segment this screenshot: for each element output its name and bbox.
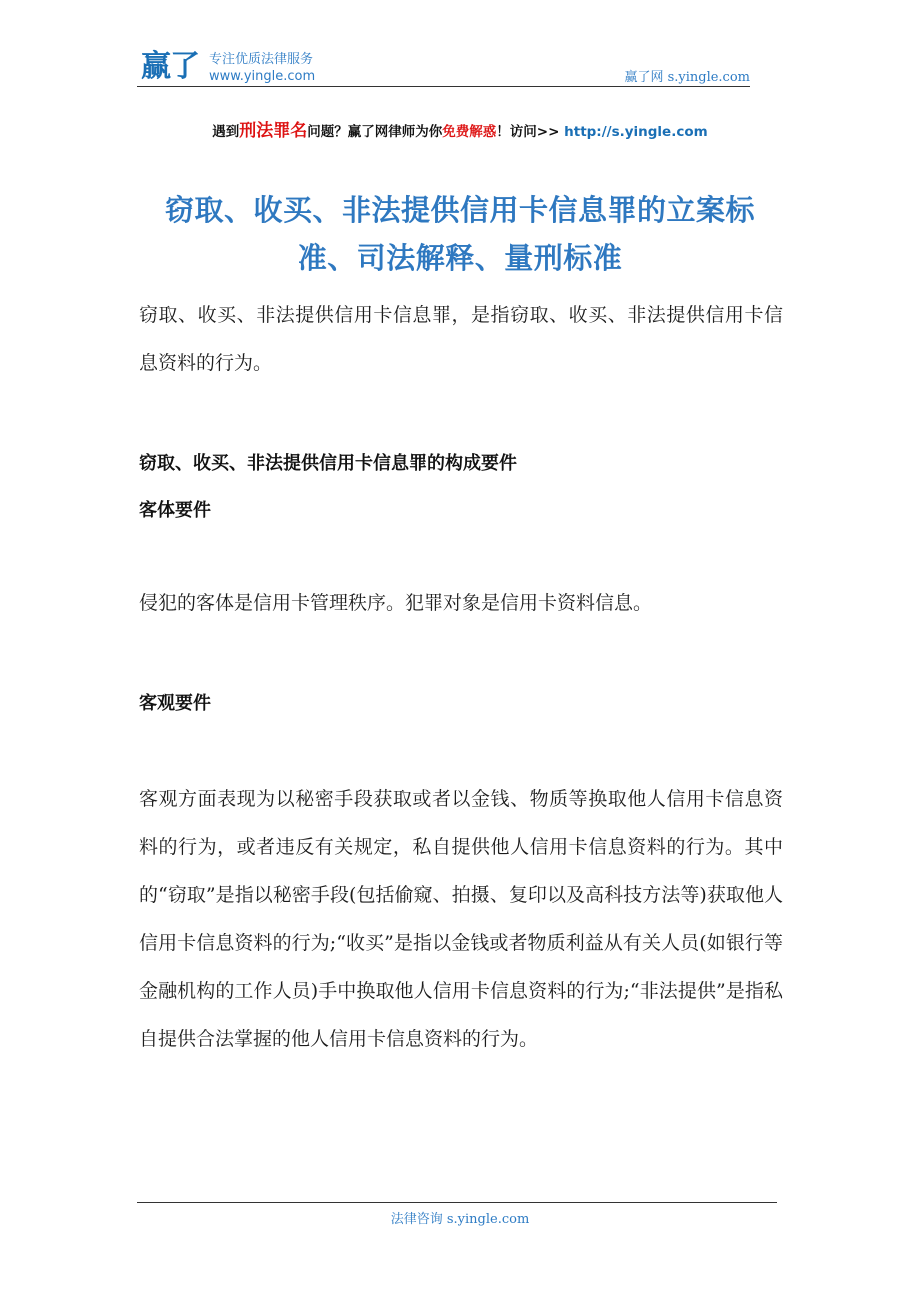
footer-divider <box>137 1202 777 1203</box>
promo-highlight: 刑法罪名 <box>239 121 308 141</box>
document-title: 窃取、收买、非法提供信用卡信息罪的立案标准、司法解释、量刑标准 <box>164 193 755 275</box>
promo-banner <box>0 116 920 141</box>
object-paragraph: 侵犯的客体是信用卡管理秩序。犯罪对象是信用卡资料信息。 <box>139 592 653 614</box>
promo-middle: 问题？赢了网律师为你 <box>307 124 443 140</box>
header-site-link[interactable]: 赢了网 s.yingle.com <box>624 70 750 85</box>
promo-link[interactable]: http://s.yingle.com <box>564 124 708 140</box>
promo-prefix: 遇到 <box>212 124 240 140</box>
brand-url[interactable]: www.yingle.com <box>209 69 316 84</box>
brand-logo[interactable]: 赢了 <box>141 49 199 84</box>
object-heading: 客体要件 <box>139 500 211 521</box>
promo-suffix: ！访问>> <box>496 124 565 140</box>
brand-slogan: 专注优质法律服务 <box>209 52 314 67</box>
footer-link[interactable]: 法律咨询 s.yingle.com <box>390 1212 530 1227</box>
objective-heading: 客观要件 <box>139 693 211 714</box>
page-header <box>137 48 750 86</box>
section-heading: 窃取、收买、非法提供信用卡信息罪的构成要件 <box>139 453 517 474</box>
header-divider <box>137 86 750 87</box>
objective-paragraph: 客观方面表现为以秘密手段获取或者以金钱、物质等换取他人信用卡信息资料的行为，或者违反有关规定，私自提供他人信用卡信息资料的行为。其中的“窃取”是指以秘密手段(包括偷窥、拍摄、复印以及高科技方法等)获取他人信用卡信息资料的行为;“收买”是指以金钱或者物质利益从有关人员(如银行等金融机构的工作人员)手中换取他人信用卡信息资料的行为;“非法提供”是指私自提供合法掌握的他人信用卡信息资料的行为。 <box>139 788 783 1050</box>
intro-paragraph: 窃取、收买、非法提供信用卡信息罪，是指窃取、收买、非法提供信用卡信息资料的行为。 <box>139 304 783 374</box>
promo-highlight-free: 免费解惑 <box>442 124 497 140</box>
